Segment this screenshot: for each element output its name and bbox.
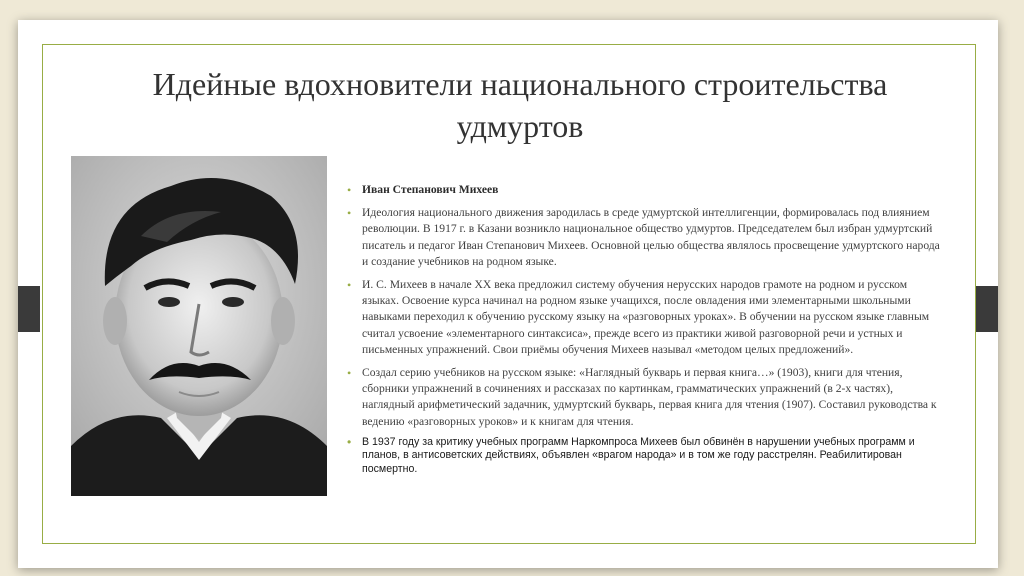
right-edge-tab [976,286,998,332]
bullet-teaching-system [346,277,946,358]
title-line-1: Идейные вдохновители национального строительства [152,66,888,103]
bullet-ideology [346,205,946,270]
bullet-list [346,182,946,483]
bullet-text: Иван Степанович Михеев [362,183,499,196]
bullet-dot-icon: • [347,278,352,293]
bullet-dot-icon: • [347,366,352,381]
bullet-text: Создал серию учебников на русском языке: «Наглядный букварь и первая книга…» (1903), книги для чтения, сборники упражнений в сочинениях и рассказах по картинкам, грамматических упражнений (в 2-х частях), наглядный арифметический задачник, удмуртский букварь, первая книга для чтения (1907). Составил руководства к ведению «разговорных уроков» и к книгам для чтения. [362,366,937,428]
title-line-2: удмуртов [456,108,584,145]
portrait-photo [71,156,327,496]
bullet-textbooks [346,365,946,430]
bullet-text: Идеология национального движения зародилась в среде удмуртской интеллигенции, формировалась под влиянием революции. В 1917 г. в Казани возникло национальное общество удмуртов. Председателем был избран удмуртский писатель и педагог Иван Степанович Михеев. Основной целью общества являлось просвещение удмуртского народа и создание учебников на родном языке. [362,206,940,268]
bullet-dot-icon: • [347,434,352,449]
bullet-repression [346,436,946,477]
bullet-text: И. С. Михеев в начале XX века предложил систему обучения нерусских народов грамоте на родном и русском языках. Освоение курса начинал на родном языке учащихся, после овладения ими элементарными школьными навыками переходил к обучению русскому языку на «разговорных уроках». В обучении на русском языке главным считал усвоение «элементарного синтаксиса», прежде всего из практики живой разговорной речи и устных и письменных упражнений. Свои приёмы обучения Михеев называл «методом целых предложений». [362,278,930,356]
bullet-dot-icon: • [347,206,352,221]
slide-title [60,63,980,147]
bullet-dot-icon: • [347,183,352,197]
bullet-name [346,182,946,198]
bullet-text: В 1937 году за критику учебных программ Наркомпроса Михеев был обвинён в нарушении учебных программ и планов, в антисоветских действиях, объявлен «врагом народа» и в том же году расстрелян. Реабилитирован посмертно. [362,435,915,475]
left-edge-tab [18,286,40,332]
